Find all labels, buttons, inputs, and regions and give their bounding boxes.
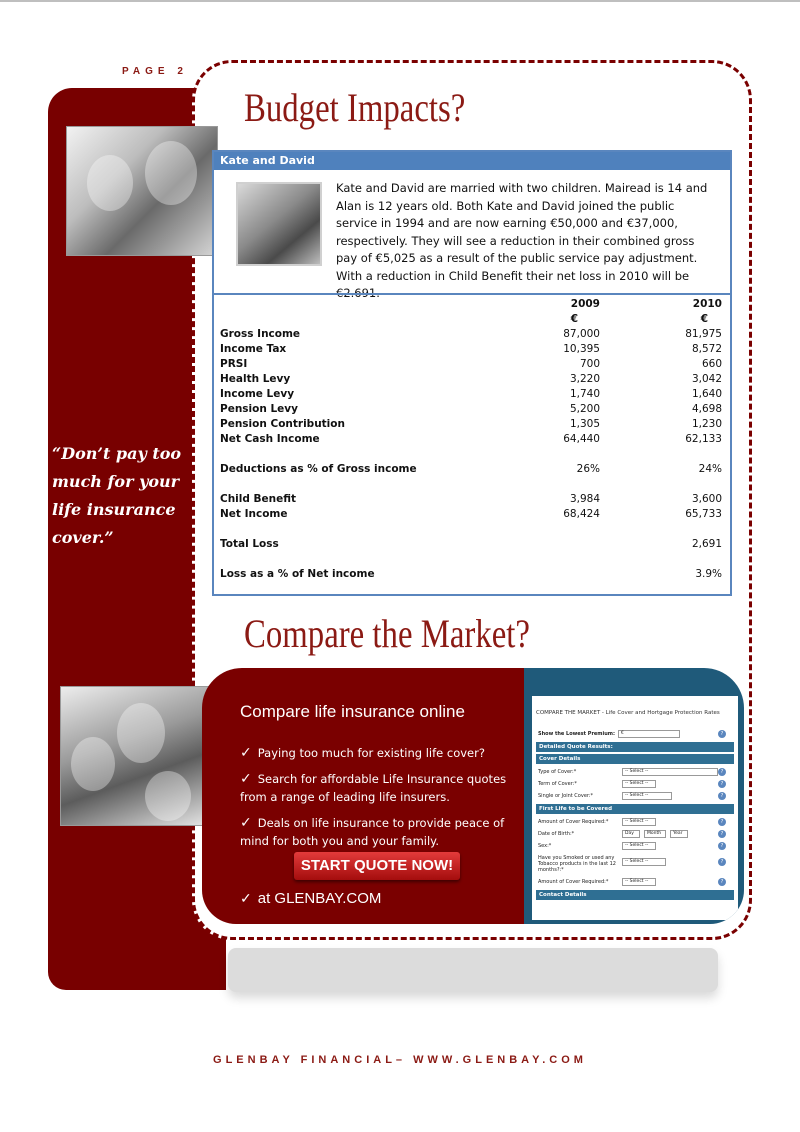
help-icon[interactable]: ? [718,878,726,886]
field-label: Date of Birth:* [538,831,575,837]
sidebar-quote: “Don’t pay too much for your life insurance cover.” [52,444,182,547]
check-icon: ✓ [240,745,252,761]
row-label: Gross Income [220,328,301,340]
table-row [218,403,728,417]
month-select[interactable]: Month [644,830,666,838]
column-header-2009: 2009 [570,298,600,310]
field-label: Term of Cover:* [538,781,577,787]
table-row [218,343,728,357]
table-currency-row [218,313,728,327]
row-label: PRSI [220,358,248,370]
help-icon[interactable]: ? [718,818,726,826]
row-value-2010: 4,698 [691,403,722,415]
budget-heading: Budget Impacts? [244,85,466,130]
row-value-2010: 65,733 [685,508,722,520]
row-value-2009: 1,305 [569,418,600,430]
check-icon: ✓ [240,815,252,831]
form-row [536,878,734,888]
row-value-2010: 3,600 [691,493,722,505]
promo-bullet [240,770,520,806]
compare-heading: Compare the Market? [244,611,530,656]
site-link-text: at GLENBAY.COM [257,890,382,907]
row-value-2009: 1,740 [569,388,600,400]
form-row [536,854,734,876]
row-value-2010: 660 [701,358,722,370]
form-row [536,818,734,828]
row-value-2010: 81,975 [685,328,722,340]
table-row [218,388,728,402]
field-label: Amount of Cover Required:* [538,879,609,885]
table-row [218,418,728,432]
top-rule [0,0,800,2]
day-select[interactable]: Day [622,830,640,838]
row-label: Income Tax [220,343,287,355]
promo-title: Compare life insurance online [240,702,465,721]
row-value-2009: 5,200 [569,403,600,415]
promo-bullets [240,744,520,858]
table-header-row [218,298,728,312]
row-label: Loss as a % of Net income [220,568,375,580]
page-label: PAGE 2 [122,66,188,77]
quote-form-title: COMPARE THE MARKET - Life Cover and Hortgage Protection Rates [536,710,720,716]
row-label: Net Cash Income [220,433,320,445]
row-value-2009: 10,395 [563,343,600,355]
row-value-2010: 8,572 [691,343,722,355]
quote-results-band: Detailed Quote Results: [536,742,734,752]
case-study-box [212,150,732,596]
compare-promo-panel [202,668,524,924]
cover-details-band: Cover Details [536,754,734,764]
currency-2010: € [700,313,708,325]
field-label: Single or Joint Cover:* [538,793,594,799]
type-of-cover-select[interactable]: -- Select -- [622,768,718,776]
first-life-band: First Life to be Covered [536,804,734,814]
start-quote-button[interactable]: START QUOTE NOW! [294,852,460,880]
row-value-2010: 3,042 [691,373,722,385]
help-icon[interactable]: ? [718,730,726,738]
table-divider [214,293,730,295]
help-icon[interactable]: ? [718,768,726,776]
table-row [218,328,728,342]
row-value-2009: 26% [576,463,600,475]
help-icon[interactable]: ? [718,792,726,800]
row-label: Net Income [220,508,288,520]
help-icon[interactable]: ? [718,830,726,838]
form-row [536,830,734,840]
case-study-summary: Kate and David are married with two children. Mairead is 14 and Alan is 12 years old. Both Kate and David joined the public service in 1994 and are now earning €50,000 and €37,000, respectively. They will see a reduction in their combined gross pay of €5,025 as a result of the public service pay adjustment. With a reduction in Child Benefit their net loss in 2010 will be [336,181,708,283]
row-value-2010: 3.9% [695,568,722,580]
single-joint-select[interactable]: -- Select -- [622,792,672,800]
table-row [218,508,728,522]
field-label: Type of Cover:* [538,769,577,775]
table-row [218,433,728,447]
field-label: Amount of Cover Required:* [538,819,609,825]
smoke-select[interactable]: -- Select -- [622,858,666,866]
row-label: Income Levy [220,388,295,400]
help-icon[interactable]: ? [718,842,726,850]
promo-bullet-text: Deals on life insurance to provide peace of mind for both you and your family. [240,816,505,848]
term-select[interactable]: -- Select -- [622,780,656,788]
form-row [536,768,734,778]
table-row [218,493,728,507]
row-value-2009: 3,220 [569,373,600,385]
family-photo [236,182,322,266]
column-header-2010: 2010 [692,298,722,310]
row-value-2009: 3,984 [569,493,600,505]
row-value-2009: 68,424 [563,508,600,520]
field-label: Have you Smoked or used any Tobacco products in the last 12 months?:* [538,855,616,873]
footer: GLENBAY FINANCIAL– WWW.GLENBAY.COM [213,1054,587,1066]
promo-bullet-text: Search for affordable Life Insurance quotes from a range of leading life insurers. [240,772,507,804]
sex-select[interactable]: -- Select -- [622,842,656,850]
father-child-photo [66,126,218,256]
check-icon: ✓ [240,890,252,906]
contact-details-band: Contact Details [536,890,734,900]
help-icon[interactable]: ? [718,780,726,788]
amount2-select[interactable]: -- Select -- [622,878,656,886]
promo-bullet [240,744,520,762]
check-icon: ✓ [240,771,252,787]
table-row [218,538,728,552]
quote-form-preview [524,668,744,924]
year-select[interactable]: Year [670,830,688,838]
row-value-2010: 1,640 [691,388,722,400]
row-value-2010: 2,691 [691,538,722,550]
amount-select[interactable]: -- Select -- [622,818,656,826]
promo-bullet-text: Paying too much for existing life cover? [257,746,485,760]
form-row [536,780,734,790]
row-value-2010: 1,230 [691,418,722,430]
help-icon[interactable]: ? [718,858,726,866]
family-hug-photo [60,686,210,826]
field-label: Sex:* [538,843,552,849]
lowest-premium-row [536,730,734,740]
row-label: Total Loss [220,538,279,550]
row-value-2010: 62,133 [685,433,722,445]
row-value-2009: 87,000 [563,328,600,340]
form-row [536,792,734,802]
form-row [536,842,734,852]
row-value-2009: 64,440 [563,433,600,445]
row-label: Pension Contribution [220,418,345,430]
table-row [218,373,728,387]
table-row [218,358,728,372]
lowest-premium-label: Show the Lowest Premium: [538,731,615,737]
quote-form [532,696,738,920]
shadow-bar [228,948,718,992]
site-link[interactable] [240,890,381,907]
currency-2009: € [570,313,578,325]
row-label: Child Benefit [220,493,297,505]
table-row [218,568,728,582]
table-row [218,463,728,477]
row-label: Health Levy [220,373,291,385]
case-study-title: Kate and David [214,152,730,170]
row-label: Pension Levy [220,403,298,415]
row-value-2009: 700 [579,358,600,370]
row-label: Deductions as % of Gross income [220,463,417,475]
promo-bullet [240,814,520,850]
lowest-premium-input[interactable]: € [618,730,680,738]
row-value-2010: 24% [698,463,722,475]
